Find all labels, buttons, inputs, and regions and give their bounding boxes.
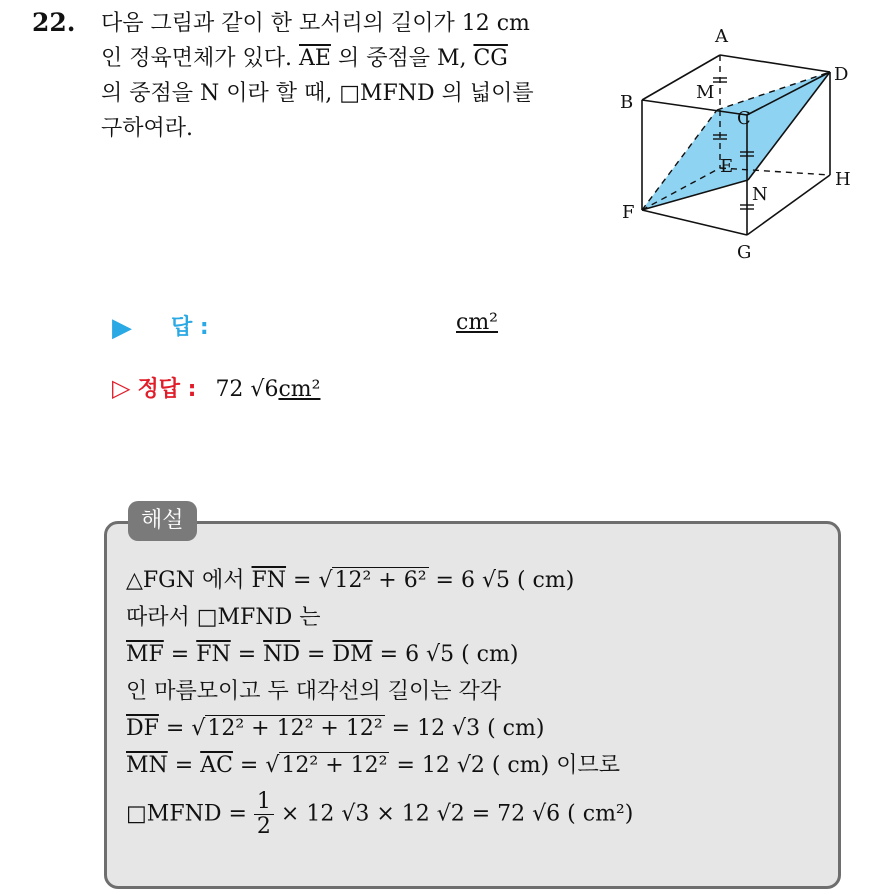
- correct-label: 정답 :: [137, 377, 197, 402]
- segment-mn: $\overline{MN}$: [126, 753, 168, 778]
- l1-result: = 6 √5 ( cm): [435, 568, 575, 593]
- l5-result: = 12 √3 ( cm): [391, 716, 545, 741]
- segment-cg: $\overline{CG}$: [473, 46, 508, 71]
- fraction-denominator: 2: [256, 814, 271, 839]
- problem-line-4: 구하여라.: [101, 116, 194, 141]
- segment-nd: $\overline{ND}$: [263, 642, 301, 667]
- problem-line-2-mid: 의 중점을 M,: [337, 46, 467, 71]
- fraction-one-half: [254, 790, 274, 839]
- explanation-body: [126, 562, 633, 839]
- cube-figure: [612, 20, 874, 265]
- segment-df: $\overline{DF}$: [126, 716, 159, 741]
- l6-result: = 12 √2 ( cm) 이므로: [396, 753, 620, 778]
- label-d: D: [834, 64, 849, 85]
- l6-radicand: 12² + 12²: [281, 753, 388, 778]
- segment-dm: $\overline{DM}$: [332, 642, 373, 667]
- l3-result: = 6 √5 ( cm): [379, 642, 519, 667]
- solution-line-4: 인 마름모이고 두 대각선의 길이는 각각: [126, 679, 501, 704]
- segment-ac: $\overline{AC}$: [200, 753, 233, 778]
- play-triangle-icon: ▶: [112, 313, 132, 343]
- l1-equals: =: [293, 568, 312, 593]
- answer-row: [112, 310, 209, 343]
- segment-ae: $\overline{AE}$: [299, 46, 331, 71]
- segment-fn: $\overline{FN}$: [251, 568, 287, 593]
- fraction-numerator: 1: [254, 790, 274, 815]
- solution-line-7: [126, 790, 633, 839]
- solution-line-6: $\overline{MN} = \overline{AC} = √12^2 + 12^2 = 12$ √2 ( cm) 이므로: [126, 753, 620, 778]
- problem-line-2-start: 인 정육면체가 있다.: [101, 46, 292, 71]
- problem-line-1: 다음 그림과 같이 한 모서리의 길이가 12 cm: [101, 11, 530, 36]
- label-a: A: [715, 26, 728, 47]
- label-c: C: [737, 108, 751, 129]
- problem-line-3: 의 중점을 N 이라 할 때, □MFND 의 넓이를: [101, 81, 534, 106]
- label-g: G: [737, 242, 752, 263]
- l7-prefix: □MFND =: [126, 801, 247, 827]
- answer-label: 답 :: [171, 315, 209, 340]
- l1-prefix: △FGN 에서: [126, 568, 245, 593]
- label-f: F: [622, 202, 635, 223]
- segment-mf: $\overline{MF}$: [126, 642, 164, 667]
- solution-line-5: $\overline{DF} = √12^2 + 12^2 + 12^2 = 12$ √3 ( cm): [126, 716, 545, 741]
- label-n: N: [752, 184, 768, 205]
- l1-radicand: 12² + 6²: [334, 568, 427, 593]
- label-m: M: [696, 82, 715, 103]
- problem-text: [101, 6, 601, 146]
- rhombus-mfnd: [642, 72, 830, 210]
- correct-unit: cm²: [278, 377, 321, 402]
- correct-value: 72 √6: [215, 377, 279, 402]
- label-b: B: [620, 92, 634, 113]
- explanation-tag: 해설: [128, 501, 197, 541]
- l5-radicand: 12² + 12² + 12²: [207, 716, 383, 741]
- answer-unit: cm²: [456, 310, 499, 335]
- label-h: H: [835, 169, 851, 190]
- correct-answer-row: [112, 372, 320, 403]
- solution-line-2: 따라서 □MFND 는: [126, 605, 321, 630]
- label-e: E: [720, 156, 734, 177]
- segment-fn-2: $\overline{FN}$: [196, 642, 231, 667]
- problem-line-2: [101, 41, 601, 76]
- solution-line-1: △FGN 에서 $\overline{FN} = √12^2 + 6^2 = 6$ √5 ( cm): [126, 568, 575, 593]
- outline-triangle-icon: ▷: [112, 374, 131, 402]
- solution-line-3: $\overline{MF} = \overline{FN} = \overline{ND} = \overline{DM} = 6$ √5 ( cm): [126, 642, 519, 667]
- l7-result: × 12 √3 × 12 √2 = 72 √6 ( cm²): [280, 801, 634, 827]
- problem-number: 22.: [32, 8, 76, 37]
